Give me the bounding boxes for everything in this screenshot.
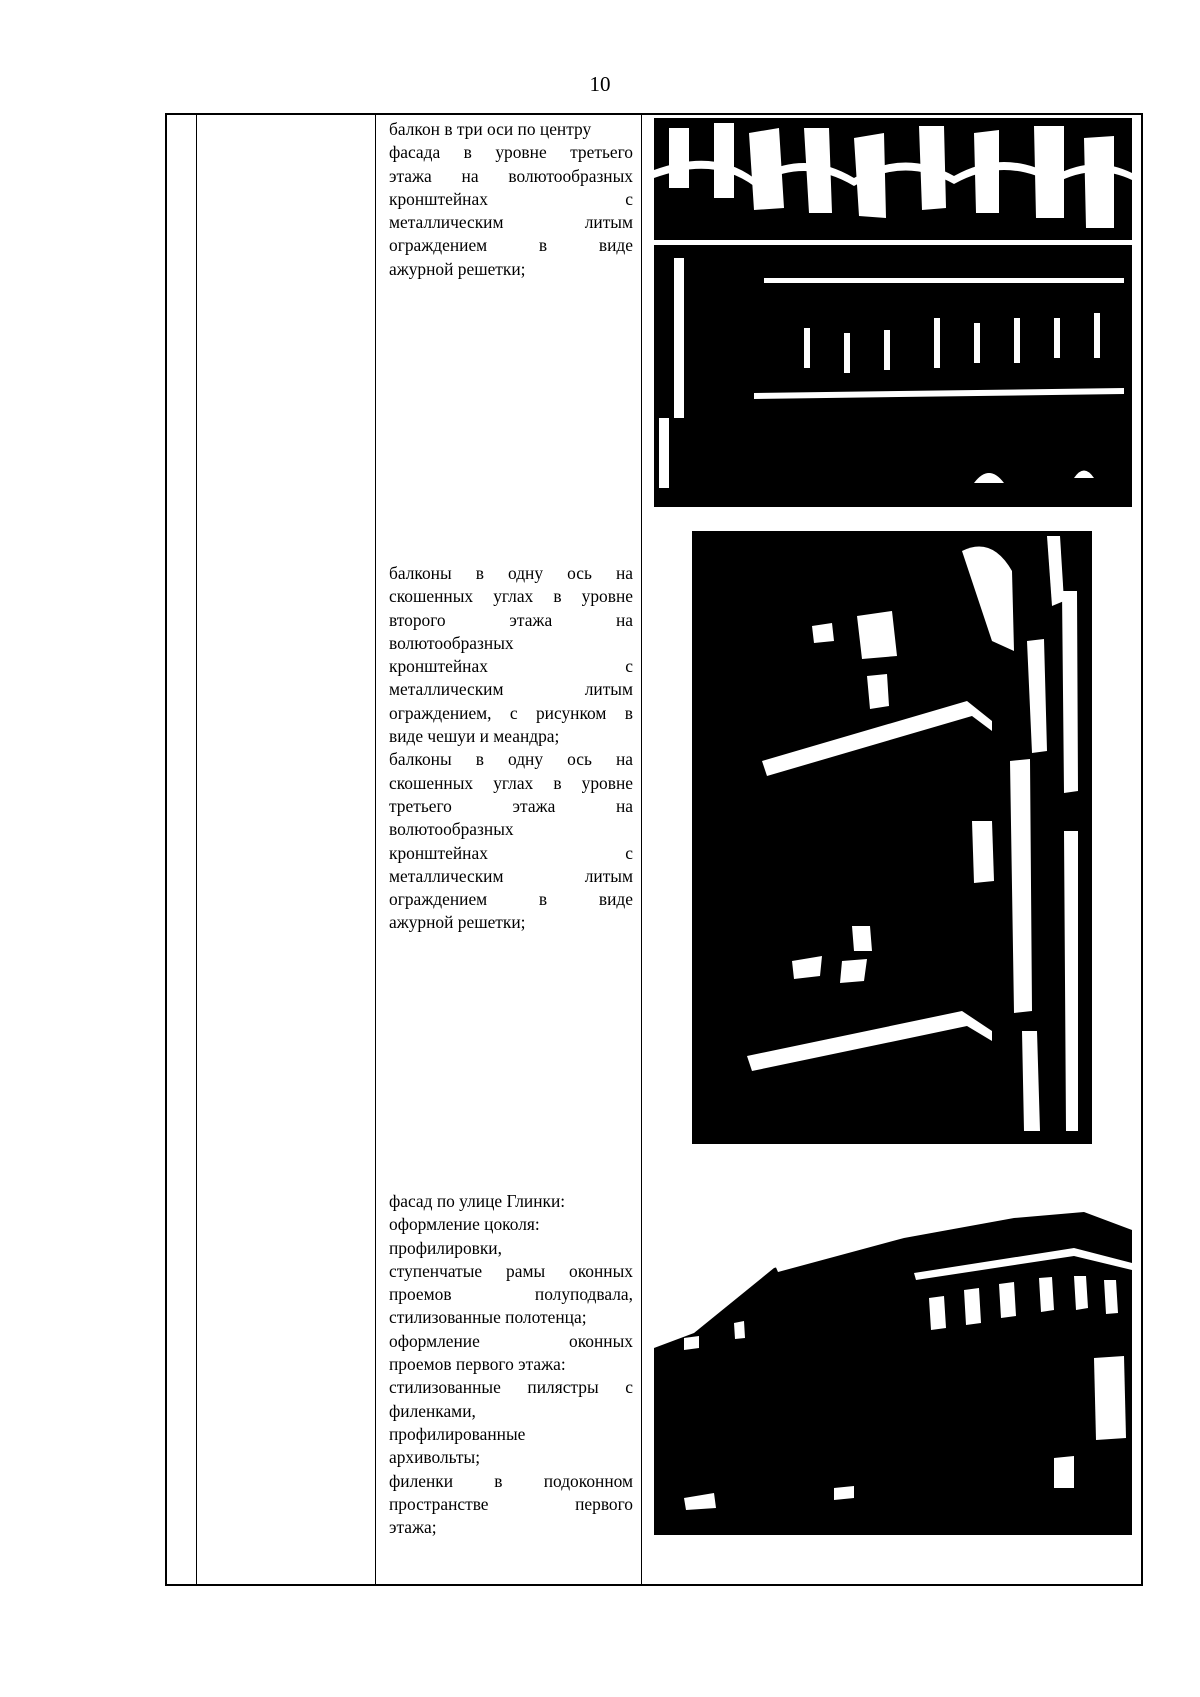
monument-features-table (165, 113, 1143, 1586)
text-line: этажа на волютообразных (389, 165, 633, 186)
text-line: фасада в уровне третьего (389, 142, 633, 163)
text-line: пространстве первого (389, 1493, 633, 1514)
text-line: балконы в одну ось на (389, 749, 633, 770)
text-line: виде чешуи и меандра; (389, 726, 560, 747)
text-line: профилированные (389, 1423, 526, 1444)
text-line: балконы в одну ось на (389, 563, 633, 583)
column-divider (196, 115, 197, 1584)
text-line: ажурной решетки; (389, 258, 526, 279)
text-line: ажурной решетки; (389, 912, 526, 933)
text-line: фасад по улице Глинки: (389, 1191, 566, 1211)
text-line: оформление оконных (389, 1330, 633, 1351)
text-line: кронштейнах с (389, 842, 633, 863)
text-line: оформление цоколя: (389, 1214, 540, 1235)
text-line: ступенчатые рамы оконных (389, 1260, 633, 1281)
text-line: скошенных углах в уровне (389, 772, 633, 793)
text-line: стилизованные пилястры с (389, 1377, 633, 1398)
text-line: кронштейнах с (389, 188, 633, 209)
text-line: филенками, (389, 1400, 476, 1421)
text-line: кронштейнах с (389, 656, 633, 677)
feature-description (389, 1190, 633, 1539)
text-line: стилизованные полотенца; (389, 1307, 587, 1328)
text-line: второго этажа на (389, 609, 633, 630)
text-line: волютообразных (389, 819, 514, 840)
text-line: ограждением в виде (389, 235, 633, 256)
text-line: архивольты; (389, 1447, 481, 1468)
text-line: металлическим литым (389, 865, 633, 886)
column-divider (641, 115, 642, 1584)
page-number: 10 (589, 72, 611, 96)
feature-description (389, 118, 633, 281)
text-line: ограждением в виде (389, 889, 633, 910)
text-line: скошенных углах в уровне (389, 586, 633, 607)
text-line: ограждением, с рисунком в (389, 702, 633, 723)
photo-corner-balconies-icon (692, 531, 1092, 1144)
feature-description (389, 562, 633, 935)
column-divider (375, 115, 376, 1584)
text-line: металлическим литым (389, 212, 633, 233)
corner-balconies-photo (692, 531, 1092, 1144)
text-line: третьего этажа на (389, 795, 633, 816)
text-line: проемов полуподвала, (389, 1284, 633, 1305)
text-line: волютообразных (389, 632, 514, 653)
text-line: металлическим литым (389, 679, 633, 700)
text-line: филенки в подоконном (389, 1470, 633, 1491)
text-line: профилировки, (389, 1237, 502, 1258)
balcony-three-axes-photo (654, 118, 1132, 507)
facade-glinka-street-photo (654, 1198, 1132, 1535)
text-line: этажа; (389, 1517, 437, 1538)
text-line: балкон в три оси по центру (389, 119, 592, 139)
photo-balcony-three-axes-icon (654, 118, 1132, 507)
text-line: проемов первого этажа: (389, 1354, 566, 1375)
photo-facade-glinka-street-icon (654, 1198, 1132, 1535)
